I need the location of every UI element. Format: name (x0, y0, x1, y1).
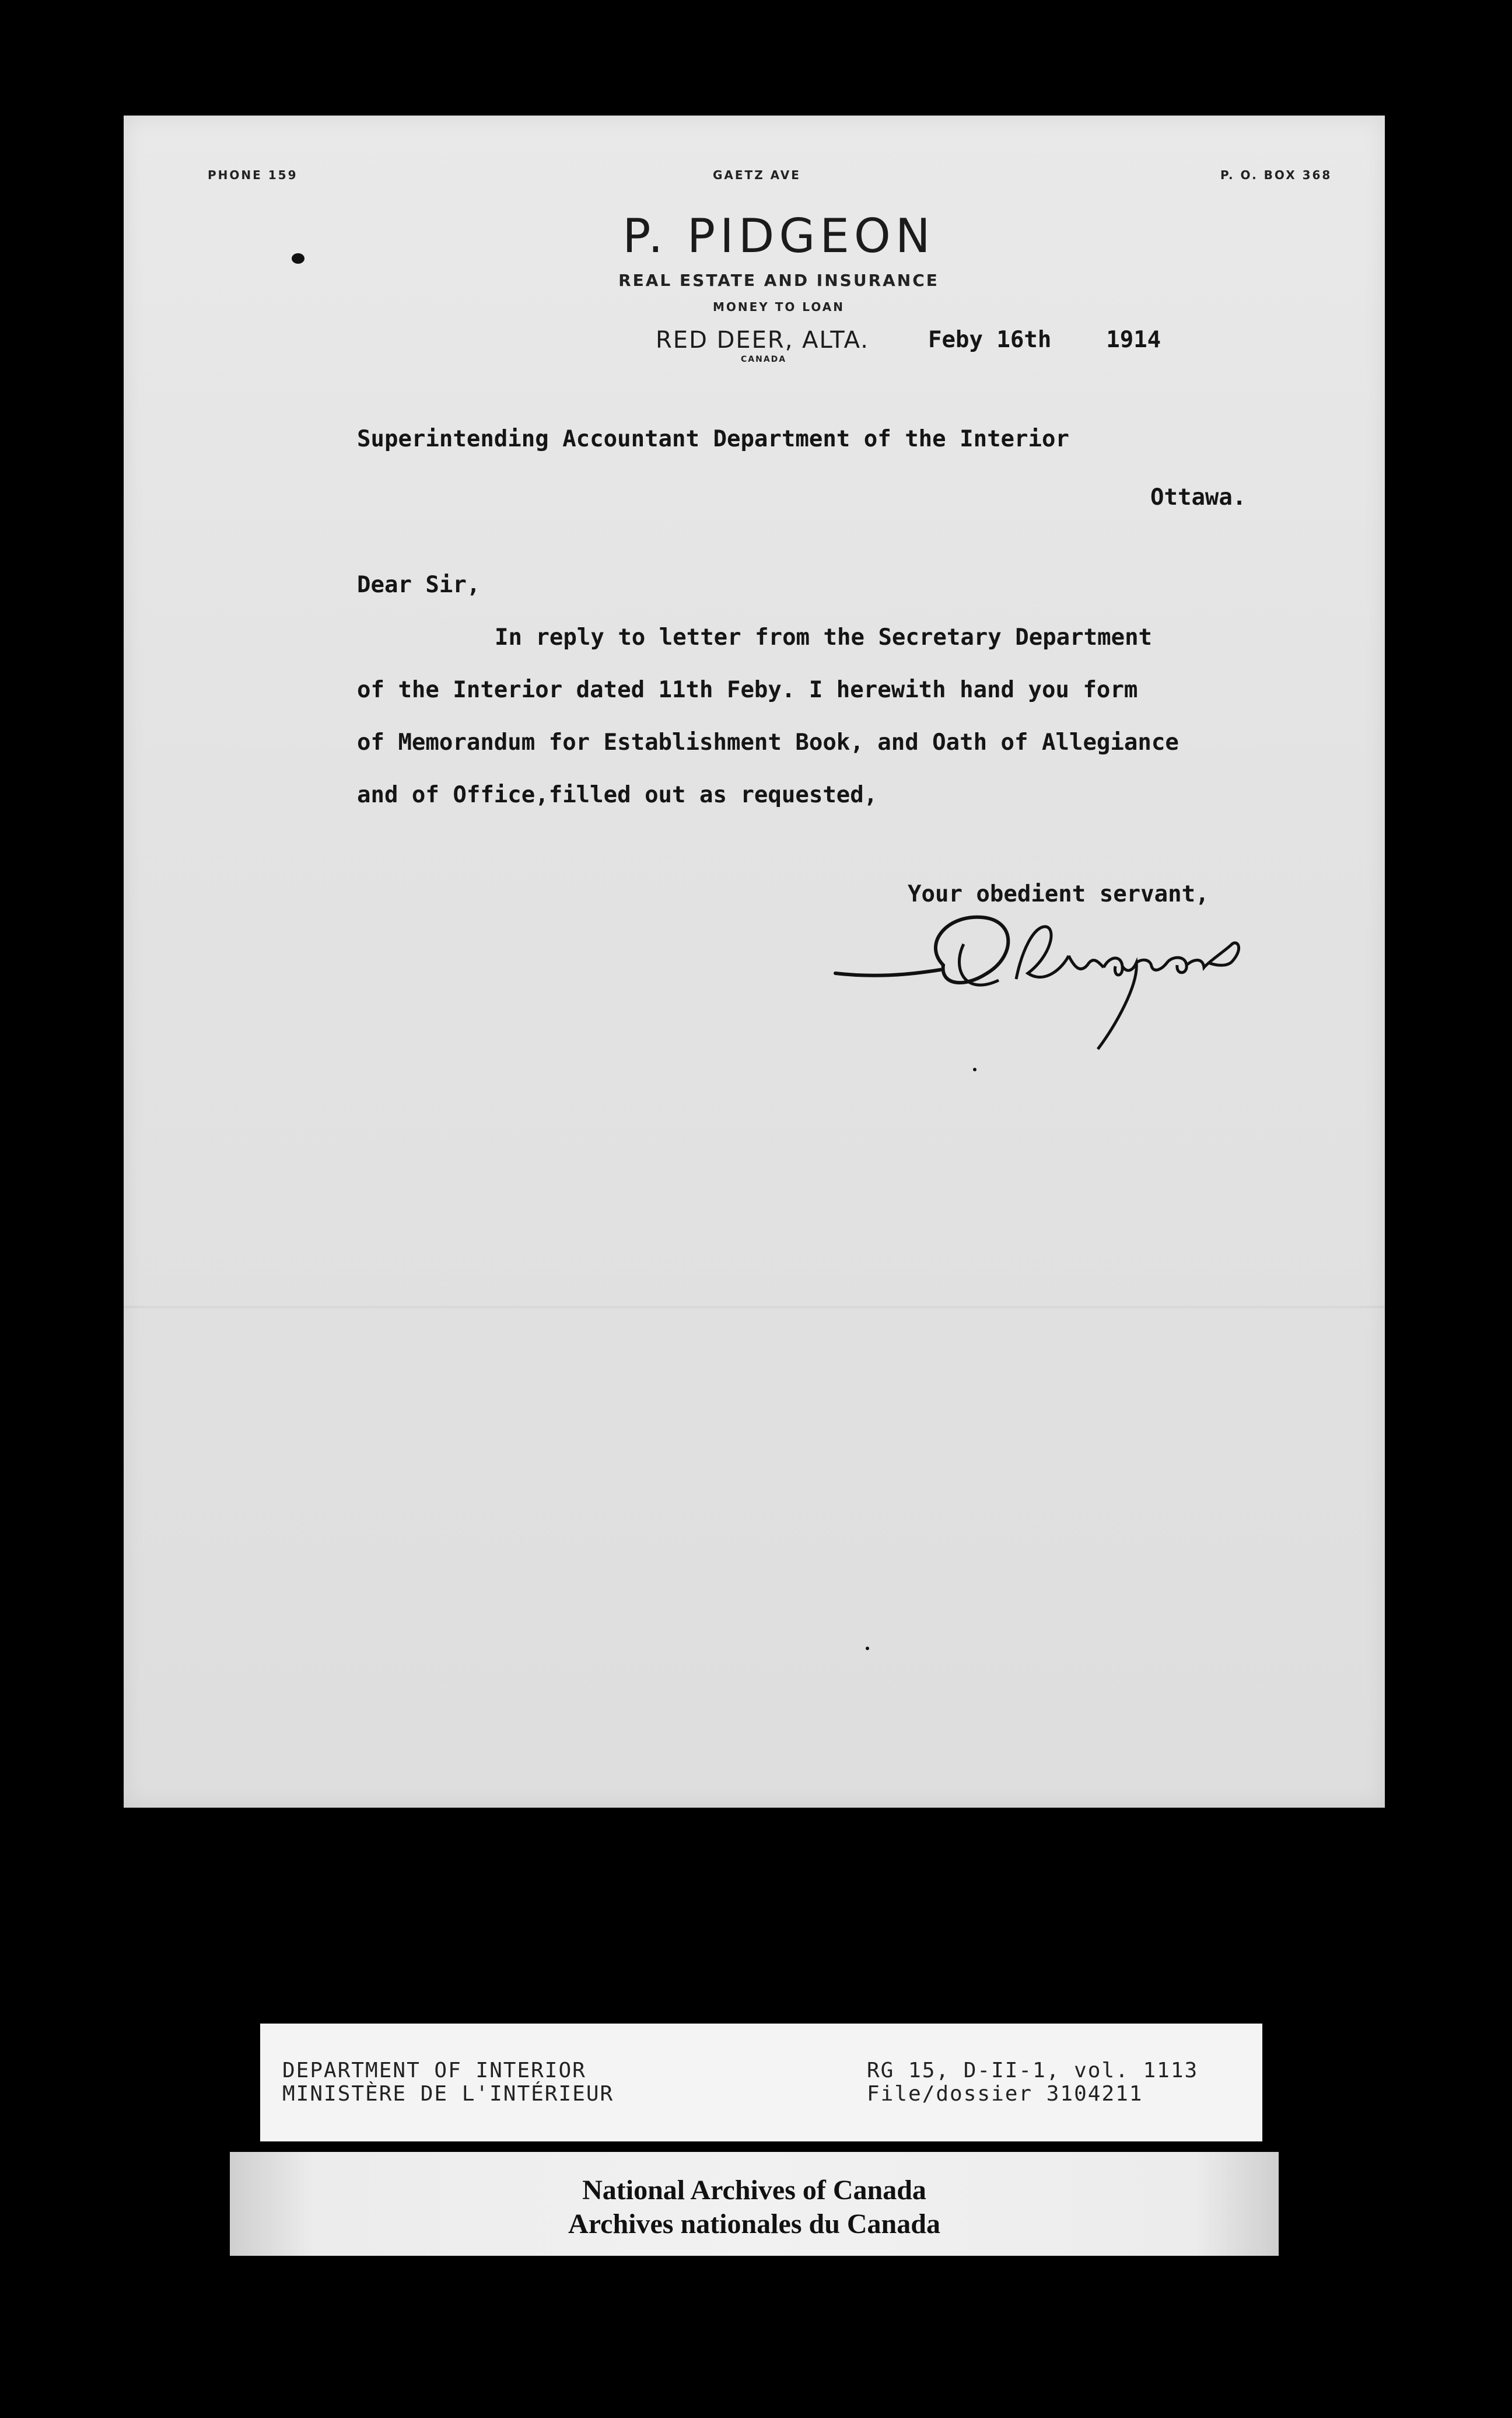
ink-spot (973, 1068, 977, 1071)
letterhead-city: RED DEER, ALTA. (656, 327, 869, 354)
letter-body-line: of Memorandum for Establishment Book, and Oath of Allegiance (357, 729, 1179, 756)
archive-name-en: National Archives of Canada (582, 2175, 926, 2206)
letter-body-line: and of Office,filled out as requested, (357, 782, 878, 808)
label-department-en: DEPARTMENT OF INTERIOR (282, 2059, 586, 2082)
letter-body-line: In reply to letter from the Secretary Department (495, 624, 1153, 651)
ink-spot (292, 253, 304, 264)
label-file-number: File/dossier 3104211 (867, 2082, 1143, 2106)
letter-addressee: Superintending Accountant Department of the Interior (357, 426, 1069, 452)
letter-closing: Your obedient servant, (908, 881, 1209, 907)
paper-fold (124, 1306, 1385, 1308)
label-department-fr: MINISTÈRE DE L'INTÉRIEUR (282, 2082, 614, 2106)
archival-reference-label (260, 2024, 1262, 2141)
letterhead-po-box: P. O. BOX 368 (1220, 168, 1332, 182)
letterhead-name: P. PIDGEON (622, 209, 935, 263)
ink-spot (866, 1647, 869, 1650)
archive-credit-strip (230, 2152, 1279, 2256)
letter-salutation: Dear Sir, (357, 572, 481, 598)
letterhead-country: CANADA (741, 355, 787, 364)
letterhead-street: GAETZ AVE (713, 168, 801, 182)
letter-addressee-city: Ottawa. (1150, 484, 1247, 511)
letterhead-tagline: MONEY TO LOAN (712, 300, 845, 314)
letter-date: Feby 16th 1914 (928, 327, 1161, 353)
letterhead-business: REAL ESTATE AND INSURANCE (618, 271, 939, 290)
label-record-group: RG 15, D-II-1, vol. 1113 (867, 2059, 1199, 2082)
letter-body-line: of the Interior dated 11th Feby. I herewith hand you form (357, 677, 1138, 703)
letter-page (124, 116, 1385, 1808)
archive-name-fr: Archives nationales du Canada (568, 2209, 940, 2239)
handwritten-signature (824, 909, 1267, 1061)
letterhead-phone: PHONE 159 (208, 168, 298, 182)
